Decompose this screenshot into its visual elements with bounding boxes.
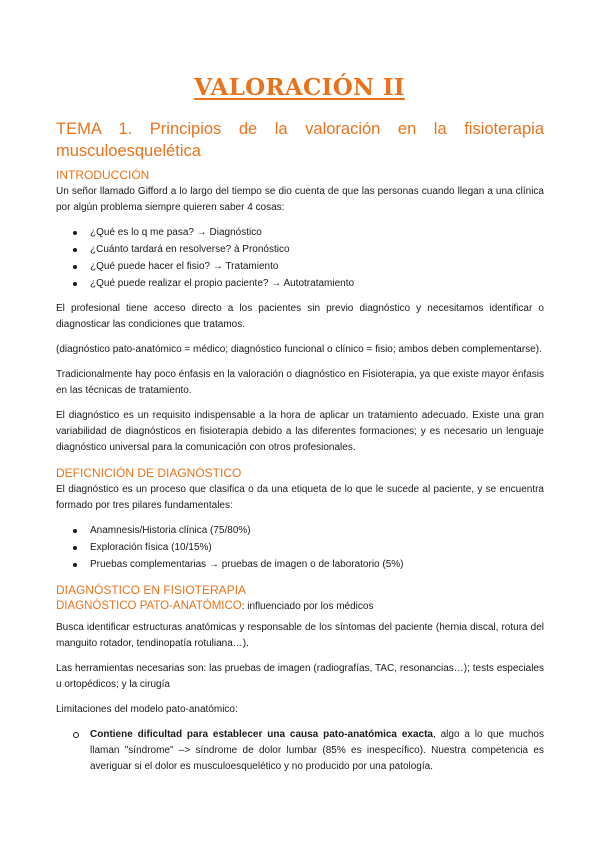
document-title: VALORACIÓN II	[194, 74, 405, 101]
bullet-dot-icon	[73, 529, 77, 533]
intro-paragraph-1: Un señor llamado Gifford a lo largo del tiempo se dio cuenta de que las personas cuando llegan a una clínica por algún problema siempre quieren saber 4 cosas:	[56, 186, 544, 213]
section-heading-fisioterapia: DIAGNÓSTICO EN FISIOTERAPIA	[56, 583, 247, 597]
bullet-dot-icon	[73, 546, 77, 550]
intro-paragraph-4: Tradicionalmente hay poco énfasis en la valoración o diagnóstico en Fisioterapia, ya que existe mayor énfasis en las técnicas de tratamiento.	[56, 369, 544, 396]
fisio-paragraph-1: Busca identificar estructuras anatómicas y responsable de los síntomas del paciente (hernia discal, rotura del manguito rotador, tendinopatía rotuliana…).	[56, 622, 544, 649]
list-item: ¿Qué es lo q me pasa? → Diagnóstico	[56, 225, 544, 241]
bullet-dot-icon	[73, 231, 77, 235]
definicion-paragraph-1: El diagnóstico es un proceso que clasifica o da una etiqueta de lo que le sucede al paciente, y se encuentra formado por tres pilares fundamentales:	[56, 484, 544, 511]
section-heading-definicion: DEFICNICIÓN DE DIAGNÓSTICO	[56, 466, 242, 480]
bullet-circle-icon	[73, 732, 79, 738]
subheading-label: DIAGNÓSTICO PATO-ANATÓMICO	[56, 600, 242, 612]
document-content	[56, 118, 544, 775]
intro-bullet-list	[56, 225, 544, 292]
fisio-paragraph-2: Las herramientas necesarias son: las pruebas de imagen (radiografías, TAC, resonancias…); tests especiales u ortopédicos; y la cirugía	[56, 663, 544, 690]
list-item: ¿Qué puede hacer el fisio? → Tratamiento	[56, 259, 544, 275]
definicion-bullet-list	[56, 523, 544, 573]
list-item: ¿Qué puede realizar el propio paciente? → Autotratamiento	[56, 276, 544, 292]
list-item: ¿Cuánto tardará en resolverse? à Pronóstico	[56, 242, 544, 258]
intro-paragraph-3: (diagnóstico pato-anatómico = médico; diagnóstico funcional o clínico = fisio; ambos deben complementarse).	[56, 344, 542, 355]
limitation-text: , algo a lo que muchos llaman "síndrome" –> síndrome de dolor lumbar (85% es inespecífico). Nuestra competencia es averiguar si el dolor es musculoesquelético y no producido por una patología.	[90, 729, 544, 772]
intro-paragraph-2: El profesional tiene acceso directo a los pacientes sin previo diagnóstico y necesitamos identificar o diagnosticar las condiciones que tratamos.	[56, 303, 544, 330]
bullet-dot-icon	[73, 265, 77, 269]
bullet-dot-icon	[73, 563, 77, 567]
list-item: Exploración física (10/15%)	[56, 540, 544, 556]
limitations-list	[56, 727, 544, 775]
bullet-dot-icon	[73, 248, 77, 252]
bullet-dot-icon	[73, 282, 77, 286]
subheading-pato-anatomico	[56, 599, 544, 614]
subheading-text: : influenciado por los médicos	[241, 601, 374, 612]
fisio-paragraph-3: Limitaciones del modelo pato-anatómico:	[56, 704, 238, 715]
intro-paragraph-5: El diagnóstico es un requisito indispensable a la hora de aplicar un tratamiento adecuado. Existe una gran variabilidad de diagnósticos en fisioterapia debido a las diferentes formaciones; y es necesario un lenguaje diagnóstico universal para la comunicación con otros profesionales.	[56, 410, 544, 453]
tema-heading: TEMA 1. Principios de la valoración en la fisioterapia musculoesquelética	[56, 120, 544, 160]
section-heading-introduccion: INTRODUCCIÓN	[56, 168, 150, 182]
list-item: Pruebas complementarias → pruebas de imagen o de laboratorio (5%)	[56, 557, 544, 573]
list-item: Anamnesis/Historia clínica (75/80%)	[56, 523, 544, 539]
limitation-bold-text: Contiene dificultad para establecer una causa pato-anatómica exacta	[90, 729, 433, 740]
list-item	[56, 727, 544, 775]
